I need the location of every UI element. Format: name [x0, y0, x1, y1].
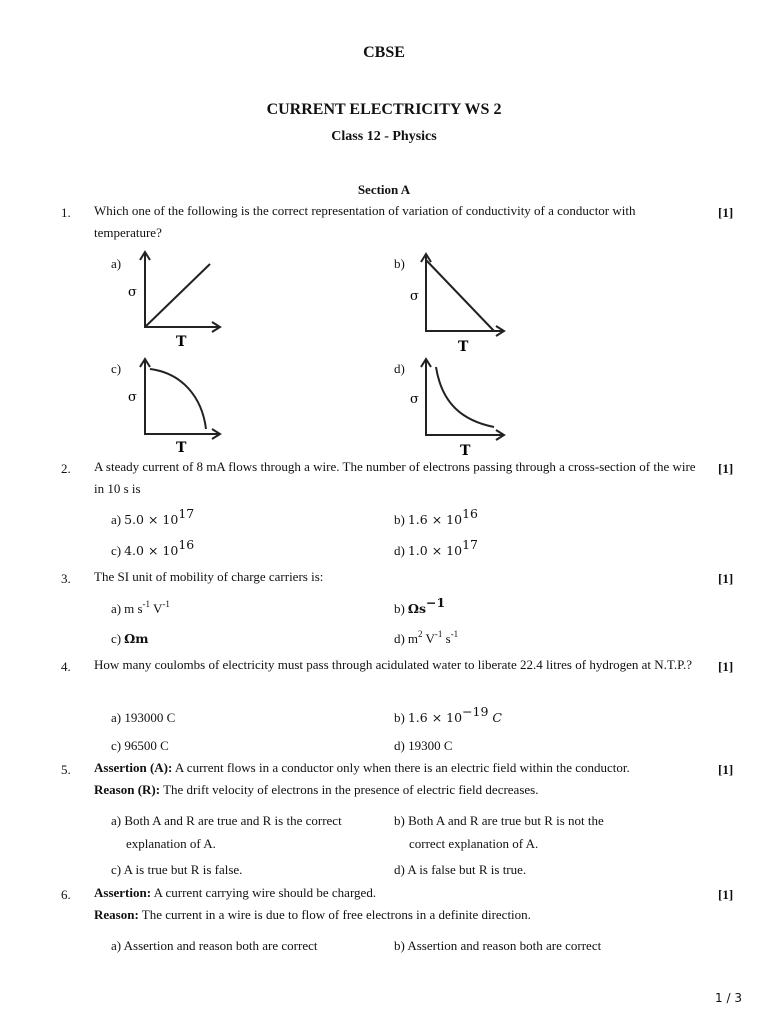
- question-number: 1.: [61, 205, 71, 220]
- marks-badge: [1]: [718, 659, 734, 674]
- option-d[interactable]: d) 19300 C: [394, 738, 453, 753]
- x-axis-symbol: T: [460, 443, 471, 457]
- option-b[interactable]: b) $1.6 \times 10^{-19}$ C: [394, 704, 502, 725]
- option-c[interactable]: c) $4.0 \times 10^{16}$: [111, 537, 195, 558]
- marks-badge: [1]: [718, 887, 734, 902]
- graph-option-d: [402, 355, 512, 457]
- assertion-line: Assertion (A): A current flows in a conductor only when there is an electric field within the conductor.: [94, 760, 630, 775]
- graph-option-a: [120, 248, 230, 348]
- option-a[interactable]: a) m $s^{-1}$ $V^{-1}$: [111, 599, 170, 616]
- option-a[interactable]: a) Assertion and reason both are correct: [111, 938, 318, 953]
- reason-line: Reason (R): The drift velocity of electrons in the presence of electric field decreases.: [94, 782, 539, 797]
- question-text: The SI unit of mobility of charge carriers is:: [94, 569, 324, 584]
- reason-line: Reason: The current in a wire is due to flow of free electrons in a definite direction.: [94, 907, 531, 922]
- x-axis-symbol: T: [176, 334, 187, 348]
- question-number: 5.: [61, 762, 71, 777]
- option-b[interactable]: b) Assertion and reason both are correct: [394, 938, 602, 953]
- option-d[interactable]: d) $1.0 \times 10^{17}$: [394, 537, 478, 558]
- marks-badge: [1]: [718, 461, 734, 476]
- question-number: 2.: [61, 461, 71, 476]
- option-label-c: c): [111, 361, 122, 376]
- graph-option-c: [120, 355, 230, 455]
- y-axis-symbol: σ: [410, 392, 419, 407]
- assertion-line: Assertion: A current carrying wire should be charged.: [94, 885, 377, 900]
- y-axis-symbol: σ: [128, 390, 137, 405]
- marks-badge: [1]: [718, 205, 734, 220]
- worksheet-subtitle: Class 12 - Physics: [331, 129, 437, 144]
- graph-option-b: [402, 250, 512, 355]
- question-text: Which one of the following is the correct representation of variation of conductivity of a conductor with temperature?: [94, 203, 636, 240]
- worksheet-title: CURRENT ELECTRICITY WS 2: [266, 101, 502, 118]
- option-label-a: a): [111, 256, 122, 271]
- y-axis-symbol: σ: [128, 285, 137, 300]
- x-axis-symbol: T: [176, 440, 187, 455]
- section-heading: Section A: [357, 182, 411, 197]
- option-c[interactable]: c) A is true but R is false.: [111, 862, 243, 877]
- option-b[interactable]: b) $\Omega s^{-1}$: [394, 595, 446, 616]
- option-c[interactable]: c) Ωm: [111, 631, 149, 646]
- marks-badge: [1]: [718, 571, 734, 586]
- option-d[interactable]: d) A is false but R is true.: [394, 862, 527, 877]
- option-label-b: b): [394, 256, 405, 271]
- x-axis-symbol: T: [458, 339, 469, 355]
- option-b[interactable]: b) Both A and R are true but R is not the correct explanation of A.: [394, 813, 604, 851]
- question-number: 4.: [61, 659, 71, 674]
- option-d[interactable]: d) $m^2$ $V^{-1}$ $s^{-1}$: [394, 629, 459, 646]
- question-text: How many coulombs of electricity must pass through acidulated water to liberate 22.4 litres of hydrogen at N.T.P.?: [94, 657, 692, 672]
- question-text: A steady current of 8 mA flows through a wire. The number of electrons passing through a cross-section of the wire in 10 s is: [94, 459, 696, 496]
- y-axis-symbol: σ: [410, 289, 419, 304]
- option-a[interactable]: a) $5.0 \times 10^{17}$: [111, 506, 195, 527]
- question-number: 6.: [61, 887, 71, 902]
- option-label-d: d): [394, 361, 405, 376]
- board-name: CBSE: [363, 44, 405, 61]
- page-number: 1 / 3: [715, 991, 742, 1005]
- marks-badge: [1]: [718, 762, 734, 777]
- option-a[interactable]: a) Both A and R are true and R is the correct explanation of A.: [111, 813, 342, 851]
- option-c[interactable]: c) 96500 C: [111, 738, 169, 753]
- option-b[interactable]: b) $1.6 \times 10^{16}$: [394, 506, 478, 527]
- question-number: 3.: [61, 571, 71, 586]
- option-a[interactable]: a) 193000 C: [111, 710, 176, 725]
